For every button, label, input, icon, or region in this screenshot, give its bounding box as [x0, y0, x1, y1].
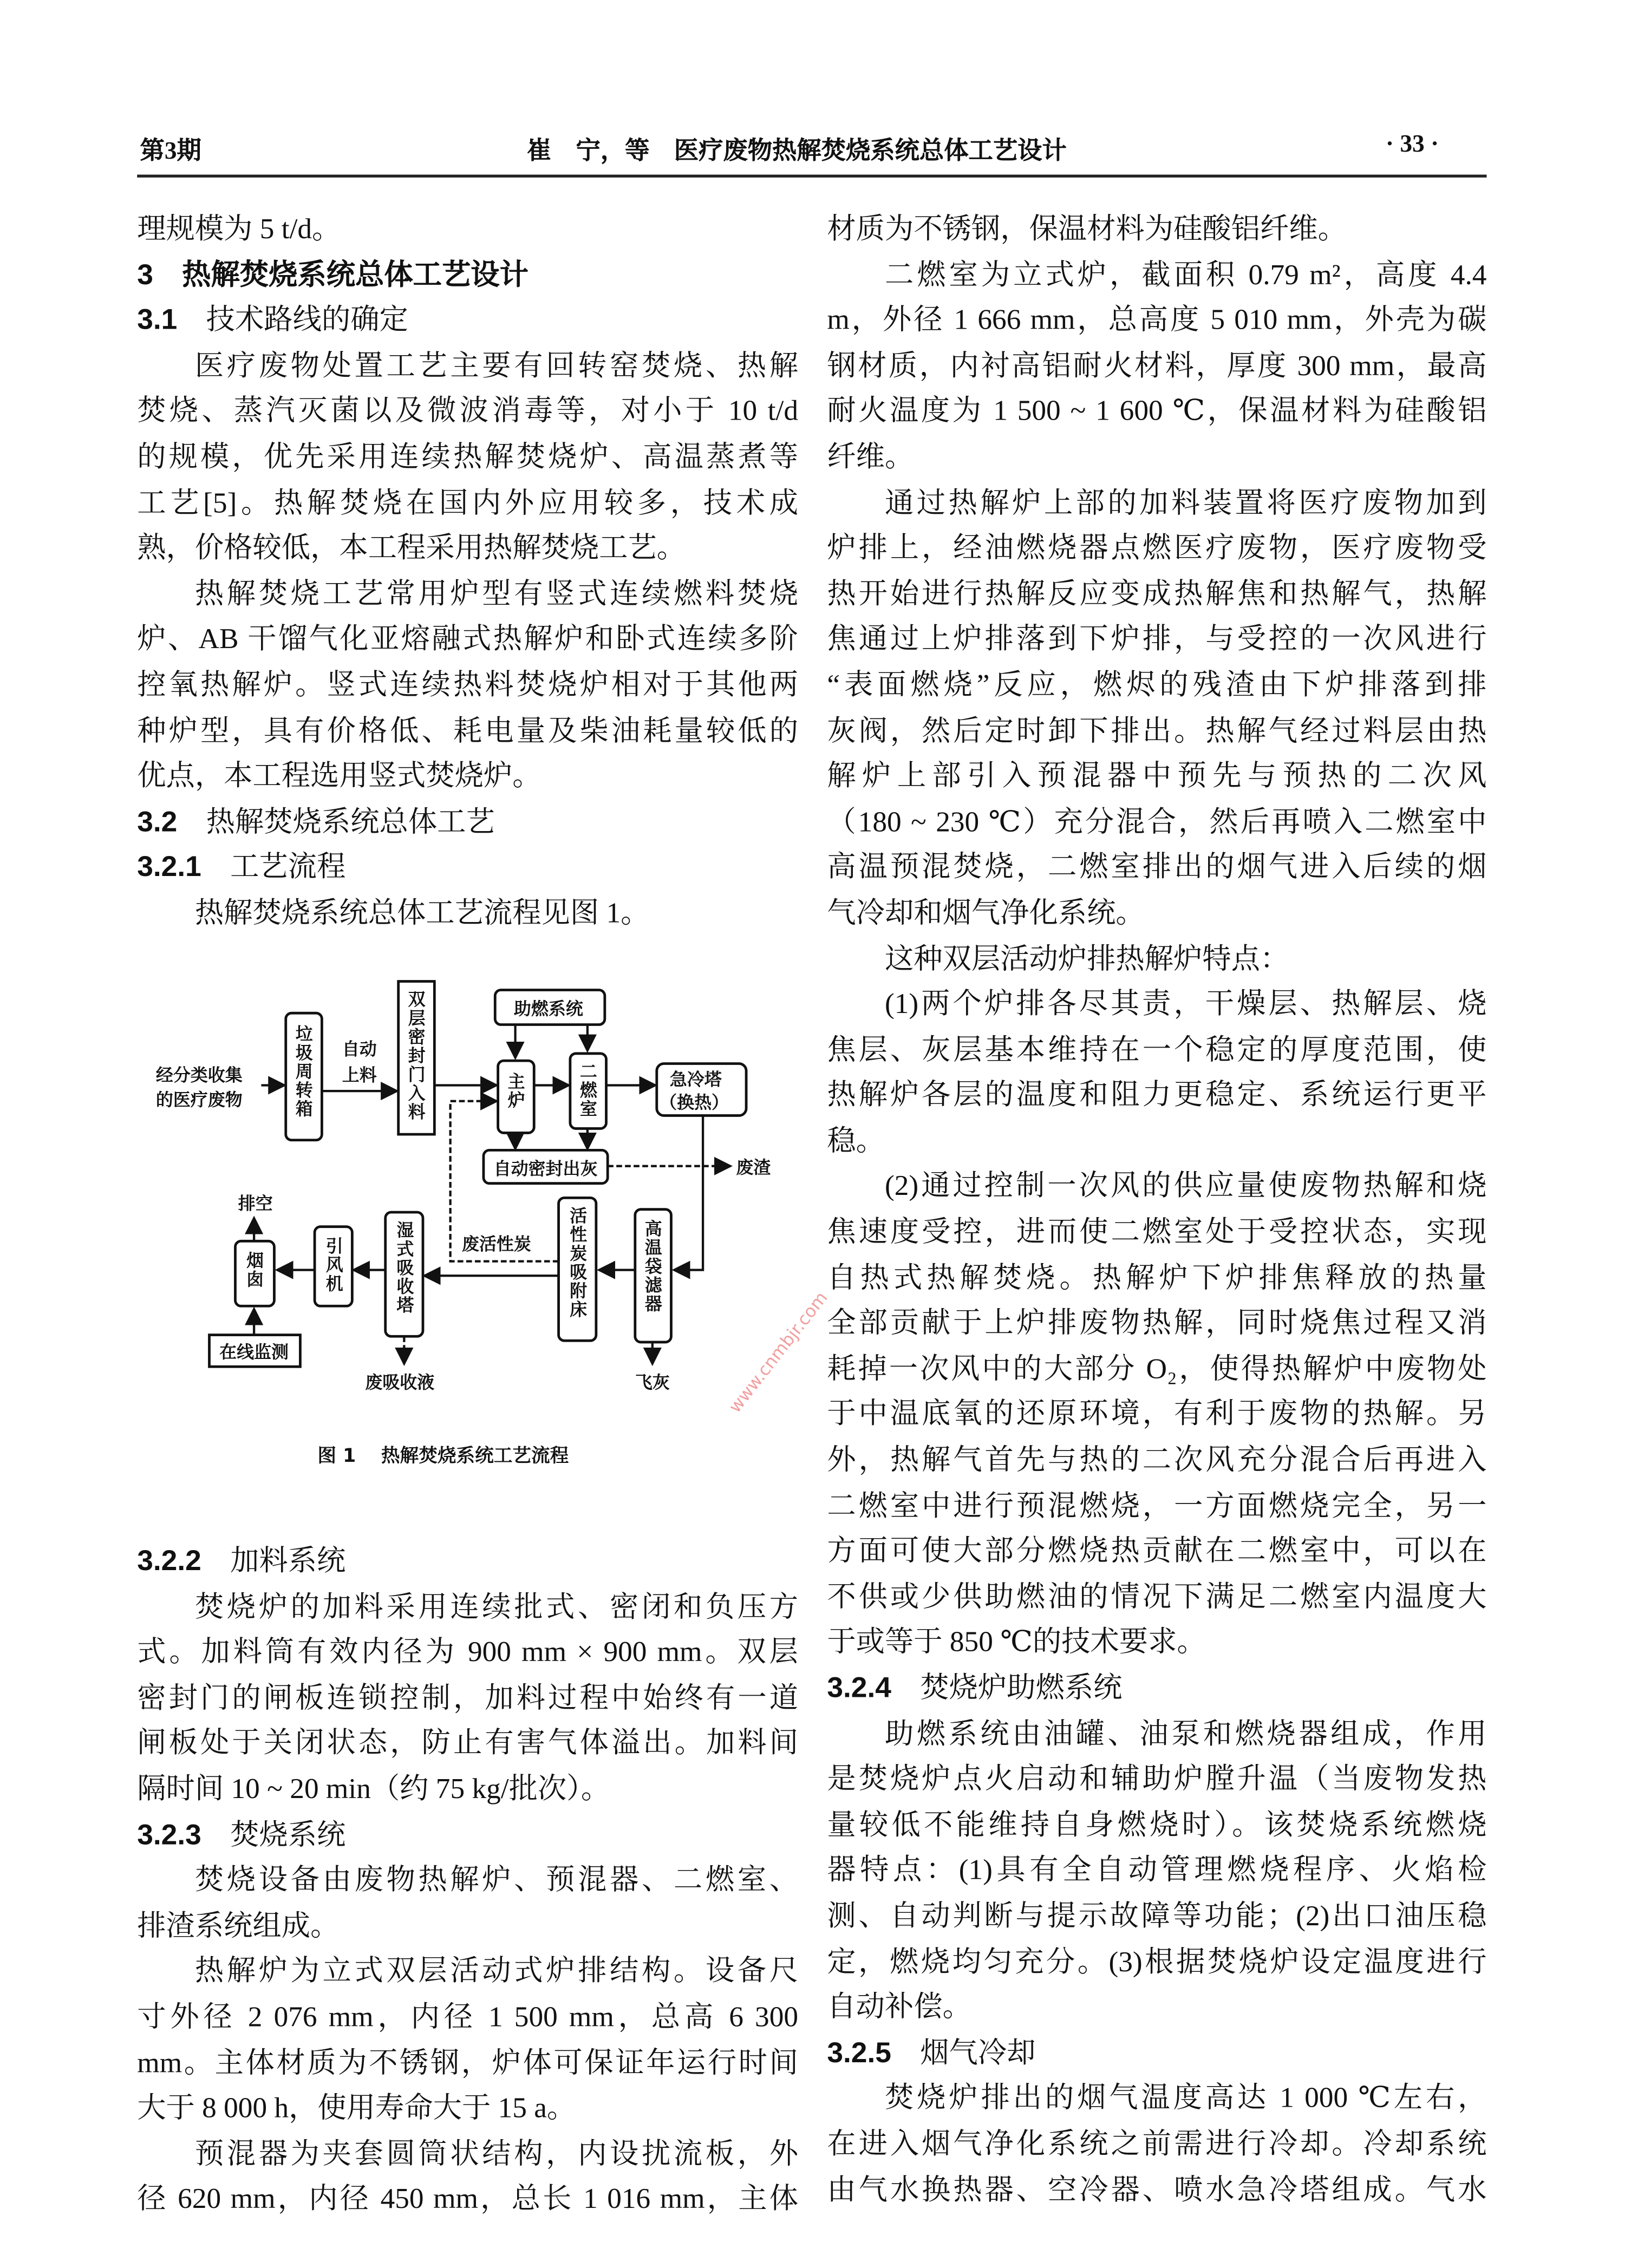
text-line: 定，燃烧均匀充分。(3)根据焚烧炉设定温度进行: [827, 1946, 1487, 1978]
text-line: 二燃室中进行预混燃烧，一方面燃烧完全，另一: [827, 1490, 1487, 1522]
text-line: 焚烧、蒸汽灭菌以及微波消毒等，对小于 10 t/d: [137, 396, 799, 428]
text-line: 理规模为 5 t/d。: [137, 213, 341, 246]
text-line: 医疗废物处置工艺主要有回转窑焚烧、热解: [194, 350, 799, 382]
section-title: 热解焚烧系统总体工艺设计: [182, 259, 529, 291]
section-heading: [137, 846, 798, 892]
section-title: 热解焚烧系统总体工艺: [206, 806, 495, 838]
text-line: 材质为不锈钢，保温材料为硅酸铝纤维。: [827, 213, 1347, 246]
quench-label-2: （换热）: [660, 1092, 729, 1113]
figure-1-flowchart: [140, 970, 819, 1475]
left-column-bottom: [137, 1540, 798, 2224]
text-line: 解炉上部引入预混器中预先与预热的二次风: [827, 761, 1487, 793]
carbon-bed-label: 活性炭吸附床: [567, 1206, 588, 1319]
section-title: 工艺流程: [230, 852, 346, 884]
section-number: 3.2.5: [827, 2037, 891, 2069]
text-line: 焦通过上炉排落到下炉排，与受控的一次风进行: [827, 624, 1487, 656]
section-number: 3.2.1: [137, 852, 201, 884]
chimney-label: 烟囱: [244, 1251, 265, 1289]
header-rule: [137, 175, 1486, 177]
text-line: 隔时间 10 ~ 20 min（约 75 kg/批次）。: [137, 1773, 610, 1806]
text-line: 自热式热解焚烧。热解炉下炉排焦释放的热量: [827, 1262, 1487, 1295]
vent-label: 排空: [238, 1193, 273, 1214]
text-line: 不供或少供助燃油的情况下满足二燃室内温度大: [827, 1581, 1487, 1613]
text-line: 在进入烟气净化系统之前需进行冷却。冷却系统: [827, 2128, 1487, 2161]
fan-label: 引风机: [323, 1237, 344, 1293]
bin-label: 垃圾周转箱: [292, 1024, 314, 1119]
text-line: 灰阀，然后定时卸下排出。热解气经过料层由热: [827, 715, 1487, 747]
text-line: 排渣系统组成。: [137, 1910, 340, 1943]
section-heading: [827, 1667, 1486, 1713]
section-number: 3: [137, 259, 153, 291]
section-number: 3.1: [137, 304, 178, 337]
text-line: 耐火温度为 1 500 ~ 1 600 ℃，保温材料为硅酸铝: [827, 396, 1487, 428]
text-line: 自动补偿。: [827, 1991, 971, 2024]
text-line: 热解炉各层的温度和阻力更稳定、系统运行更平: [827, 1080, 1487, 1112]
text-line: 工艺[5]。热解焚烧在国内外应用较多，技术成: [137, 487, 799, 519]
section-title: 焚烧炉助燃系统: [920, 1672, 1123, 1704]
text-line: 热解炉为立式双层活动式炉排结构。设备尺: [194, 1956, 799, 1988]
text-line: mm。主体材质为不锈钢，炉体可保证年运行时间: [137, 2047, 799, 2079]
text-line: （180 ~ 230 ℃）充分混合，然后再喷入二燃室中: [827, 806, 1487, 838]
text-line: 外，热解气首先与热的二次风充分混合后再进入: [827, 1445, 1487, 1476]
text-line: 种炉型，具有价格低、耗电量及柴油耗量较低的: [137, 715, 799, 747]
text-line: “表面燃烧”反应，燃烬的残渣由下炉排落到排: [827, 669, 1487, 702]
section-heading: [137, 253, 798, 299]
text-line: 全部贡献于上炉排废物热解，同时烧焦过程又消: [827, 1308, 1487, 1340]
right-column: [827, 208, 1486, 2214]
text-line: 通过热解炉上部的加料装置将医疗废物加到: [884, 487, 1487, 519]
text-line: 耗掉一次风中的大部分 O₂，使得热解炉中废物处: [827, 1353, 1487, 1385]
fly-ash-label: 飞灰: [635, 1372, 670, 1393]
page-number: · 33 ·: [1385, 129, 1439, 158]
text-line: 稳。: [827, 1125, 885, 1158]
section-number: 3.2.3: [137, 1819, 201, 1851]
text-line: 炉排上，经油燃烧器点燃医疗废物，医疗废物受: [827, 532, 1487, 565]
text-line: 焚烧炉的加料采用连续批式、密闭和负压方: [194, 1591, 799, 1623]
text-line: 焚烧炉排出的烟气温度高达 1 000 ℃左右，: [884, 2083, 1487, 2115]
text-line: 由气水换热器、空冷器、喷水急冷塔组成。气水: [827, 2174, 1487, 2206]
text-line: 炉、AB 干馏气化亚熔融式热解炉和卧式连续多阶: [137, 624, 799, 656]
spent-carbon-label: 废活性炭: [461, 1233, 531, 1254]
text-line: 式。加料筒有效内径为 900 mm × 900 mm。双层: [137, 1637, 799, 1669]
text-line: 于中温底氧的还原环境，有利于废物的热解。另: [827, 1399, 1487, 1431]
input-label-1: 经分类收集: [155, 1064, 243, 1086]
figure-caption: 图 1 热解焚烧系统工艺流程: [317, 1445, 569, 1467]
waste-liquid-label: 废吸收液: [365, 1372, 435, 1393]
text-line: 优点，本工程选用竖式焚烧炉。: [137, 761, 542, 793]
text-line: m，外径 1 666 mm，总高度 5 010 mm，外壳为碳: [827, 304, 1487, 337]
auto-feed-2: 上料: [342, 1064, 377, 1086]
text-line: 预混器为夹套圆筒状结构，内设扰流板，外: [194, 2138, 799, 2171]
section-title: 技术路线的确定: [206, 304, 408, 337]
text-line: 气冷却和烟气净化系统。: [827, 897, 1145, 930]
text-line: 测、自动判断与提示故障等功能；(2)出口油压稳: [827, 1900, 1487, 1933]
text-line: 熟，价格较低，本工程采用热解焚烧工艺。: [137, 532, 686, 565]
section-heading: [137, 1540, 798, 1585]
section-heading: [137, 299, 798, 344]
text-line: 高温预混焚烧，二燃室排出的烟气进入后续的烟: [827, 852, 1487, 884]
text-line: 焦速度受控，进而使二燃室处于受控状态，实现: [827, 1217, 1487, 1249]
text-line: 是焚烧炉点火启动和辅助炉膛升温（当废物发热: [827, 1763, 1487, 1796]
section-heading: [137, 801, 798, 846]
ash-out-label: 自动密封出灰: [493, 1158, 598, 1179]
text-line: 钢材质，内衬高铝耐火材料，厚度 300 mm，最高: [827, 350, 1487, 382]
input-label-2: 的医疗废物: [155, 1089, 243, 1110]
wet-tower-label: 湿式吸收塔: [394, 1221, 415, 1315]
issue-number: 第3期: [140, 137, 201, 165]
text-line: 径 620 mm，内径 450 mm，总长 1 016 mm，主体: [137, 2184, 799, 2216]
text-line: (1)两个炉排各尽其责，干燥层、热解层、烧: [884, 989, 1487, 1021]
text-line: 这种双层活动炉排热解炉特点：: [884, 943, 1289, 975]
auto-feed-1: 自动: [342, 1038, 377, 1060]
aux-label: 助燃系统: [513, 998, 583, 1019]
main-furnace-label: 主炉: [505, 1072, 526, 1110]
secondary-chamber-label: 二燃室: [577, 1062, 598, 1119]
text-line: 助燃系统由油罐、油泵和燃烧器组成，作用: [884, 1718, 1487, 1750]
left-column-top: [137, 208, 798, 937]
text-line: 闸板处于关闭状态，防止有害气体溢出。加料间: [137, 1728, 799, 1760]
section-number: 3.2.2: [137, 1545, 201, 1578]
text-line: 寸外径 2 076 mm，内径 1 500 mm，总高 6 300: [137, 2001, 799, 2034]
text-line: 量较低不能维持自身燃烧时）。该焚烧系统燃烧: [827, 1809, 1487, 1841]
text-line: 焚烧设备由废物热解炉、预混器、二燃室、: [194, 1865, 799, 1897]
text-line: 密封门的闸板连锁控制，加料过程中始终有一道: [137, 1682, 799, 1715]
text-line: 热解焚烧系统总体工艺流程见图 1。: [194, 897, 650, 930]
monitor-label: 在线监测: [219, 1342, 289, 1363]
text-line: 纤维。: [827, 441, 914, 474]
text-line: 大于 8 000 h，使用寿命大于 15 a。: [137, 2093, 576, 2125]
section-title: 烟气冷却: [920, 2037, 1036, 2069]
quench-label-1: 急冷塔: [669, 1069, 722, 1090]
bag-filter-label: 高温袋滤器: [642, 1219, 663, 1313]
running-title: 崔 宁，等 医疗废物热解焚烧系统总体工艺设计: [526, 137, 1067, 165]
text-line: (2)通过控制一次风的供应量使废物热解和烧: [884, 1171, 1487, 1203]
text-line: 二燃室为立式炉，截面积 0.79 m²，高度 4.4: [884, 259, 1487, 291]
double-door-label: 双层密封门入料: [405, 990, 426, 1122]
section-number: 3.2: [137, 806, 178, 838]
section-title: 加料系统: [230, 1545, 346, 1578]
section-heading: [827, 2031, 1486, 2077]
text-line: 的规模，优先采用连续热解焚烧炉、高温蒸煮等: [137, 441, 799, 474]
text-line: 器特点：(1)具有全自动管理燃烧程序、火焰检: [827, 1855, 1487, 1887]
section-number: 3.2.4: [827, 1672, 891, 1704]
text-line: 热开始进行热解反应变成热解焦和热解气，热解: [827, 578, 1487, 610]
text-line: 于或等于 850 ℃的技术要求。: [827, 1627, 1206, 1659]
section-title: 焚烧系统: [230, 1819, 346, 1851]
text-line: 热解焚烧工艺常用炉型有竖式连续燃料焚烧: [194, 578, 799, 610]
text-line: 焦层、灰层基本维持在一个稳定的厚度范围，使: [827, 1034, 1487, 1066]
text-line: 控氧热解炉。竖式连续热料焚烧炉相对于其他两: [137, 669, 799, 702]
slag-label: 废渣: [736, 1157, 771, 1178]
section-heading: [137, 1813, 798, 1859]
watermark: www.cnmbjr.com: [725, 1287, 832, 1417]
text-line: 方面可使大部分燃烧热贡献在二燃室中，可以在: [827, 1535, 1487, 1568]
